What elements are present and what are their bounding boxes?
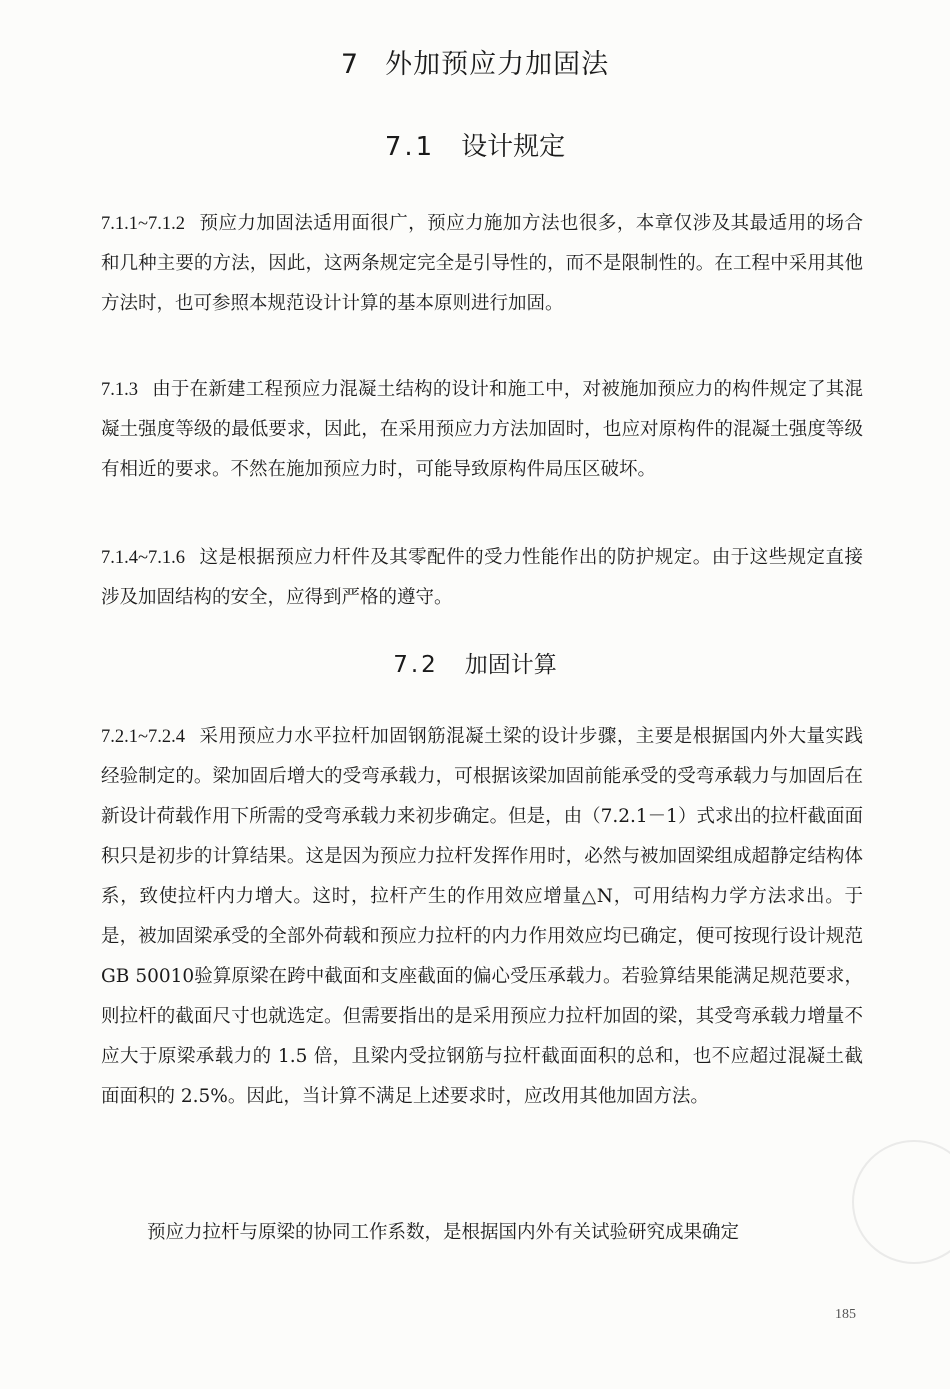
paragraph-text: 预应力拉杆与原梁的协同工作系数，是根据国内外有关试验研究成果确定 [147, 1222, 740, 1243]
section-heading-7-2 [0, 646, 950, 679]
clause-reference: 7.1.3 [101, 380, 138, 400]
page-number: 185 [835, 1307, 856, 1322]
watermark-stamp [852, 1140, 950, 1264]
clause-reference: 7.1.1~7.1.2 [101, 214, 186, 234]
paragraph-text: 由于在新建工程预应力混凝土结构的设计和施工中，对被施加预应力的构件规定了其混凝土强度等级的最低要求，因此，在采用预应力方法加固时，也应对原构件的混凝土强度等级有相近的要求。不然在施加预应力时，可能导致原构件局压区破坏。 [101, 379, 863, 480]
chapter-title-text: 外加预应力加固法 [385, 49, 610, 80]
section-number: 7.2 [393, 652, 439, 678]
paragraph-7-2-1 [101, 717, 863, 1117]
chapter-number: 7 [340, 49, 360, 80]
section-title-text: 加固计算 [464, 652, 557, 678]
paragraph-text: 采用预应力水平拉杆加固钢筋混凝土梁的设计步骤，主要是根据国内外大量实践经验制定的。梁加固后增大的受弯承载力，可根据该梁加固前能承受的受弯承载力与加固后在新设计荷载作用下所需的受弯承载力来初步确定。但是，由（7.2.1－1）式求出的拉杆截面面积只是初步的计算结果。这是因为预应力拉杆发挥作用时，必然与被加固梁组成超静定结构体系，致使拉杆内力增大。这时，拉杆产生的作用效应增量△N，可用结构力学方法求出。于是，被加固梁承受的全部外荷载和预应力拉杆的内力作用效应均已确定，便可按现行设计规范GB 50010验算原梁在跨中截面和支座截面的偏心受压承载力。若验算结果能满足规范要求，则拉杆的截面尺寸也就选定。但需要指出的是采用预应力拉杆加固的梁，其受弯承载力增量不应大于原梁承载力的 1.5 倍，且梁内受拉钢筋与拉杆截面面积的总和，也不应超过混凝土截面面积的 2.5%。因此，当计算不满足上述要求时，应改用其他加固方法。 [101, 726, 863, 1107]
clause-reference: 7.1.4~7.1.6 [101, 548, 186, 568]
paragraph-text: 预应力加固法适用面很广，预应力施加方法也很多，本章仅涉及其最适用的场合和几种主要的方法，因此，这两条规定完全是引导性的，而不是限制性的。在工程中采用其他方法时，也可参照本规范设计计算的基本原则进行加固。 [101, 213, 863, 314]
chapter-title [0, 42, 950, 81]
section-heading-7-1 [0, 126, 950, 163]
clause-reference: 7.2.1~7.2.4 [101, 727, 186, 747]
section-title-text: 设计规定 [461, 132, 566, 162]
paragraph-continuation [101, 1213, 863, 1253]
paragraph-7-1-3 [101, 370, 863, 490]
paragraph-7-1-4 [101, 538, 863, 618]
paragraph-7-1-1 [101, 204, 863, 324]
section-number: 7.1 [384, 132, 436, 162]
paragraph-text: 这是根据预应力杆件及其零配件的受力性能作出的防护规定。由于这些规定直接涉及加固结构的安全，应得到严格的遵守。 [101, 547, 863, 608]
